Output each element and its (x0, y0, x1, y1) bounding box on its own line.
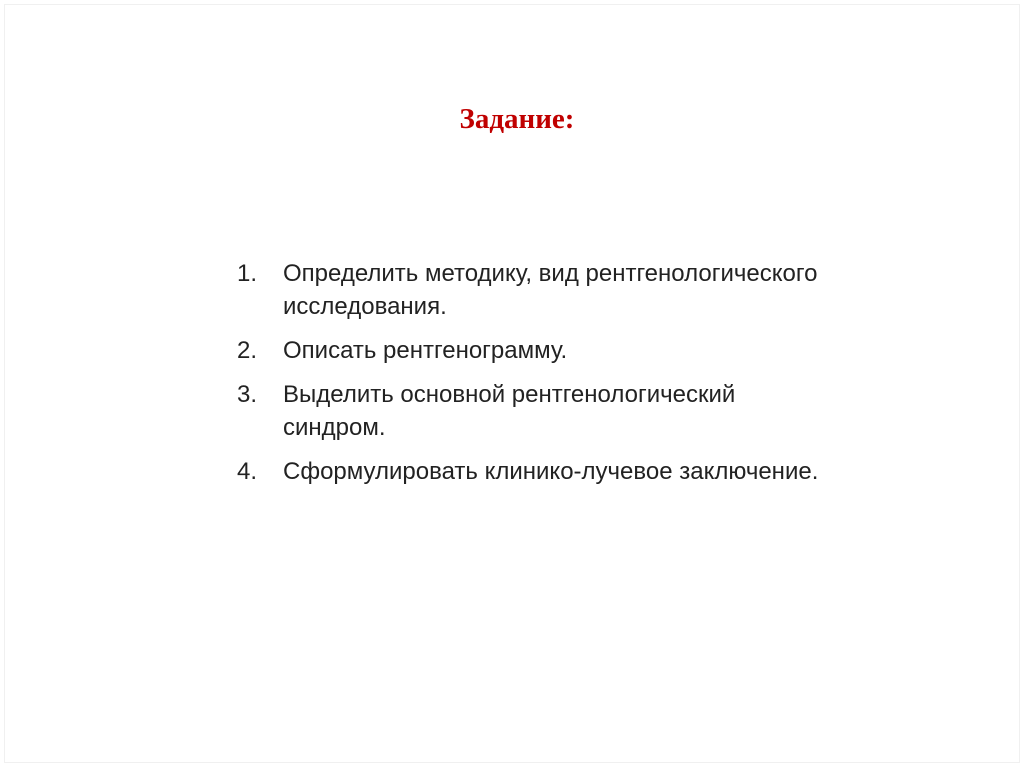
item-number: 2. (237, 337, 258, 364)
item-text: Определить методику, вид рентгенологического исследования. (283, 260, 818, 320)
item-text: Выделить основной рентгенологический синдром. (283, 381, 736, 441)
slide-title: Задание: (459, 103, 575, 135)
item-number: 1. (237, 260, 258, 287)
item-text: Описать рентгенограмму. (283, 337, 568, 364)
task-list (237, 257, 823, 499)
list-item (237, 257, 823, 323)
list-item (237, 334, 823, 367)
list-item (237, 378, 823, 444)
item-text: Сформулировать клинико-лучевое заключение. (283, 458, 819, 485)
list-item (237, 455, 823, 488)
item-number: 3. (237, 381, 258, 408)
slide (4, 4, 1020, 763)
item-number: 4. (237, 458, 258, 485)
